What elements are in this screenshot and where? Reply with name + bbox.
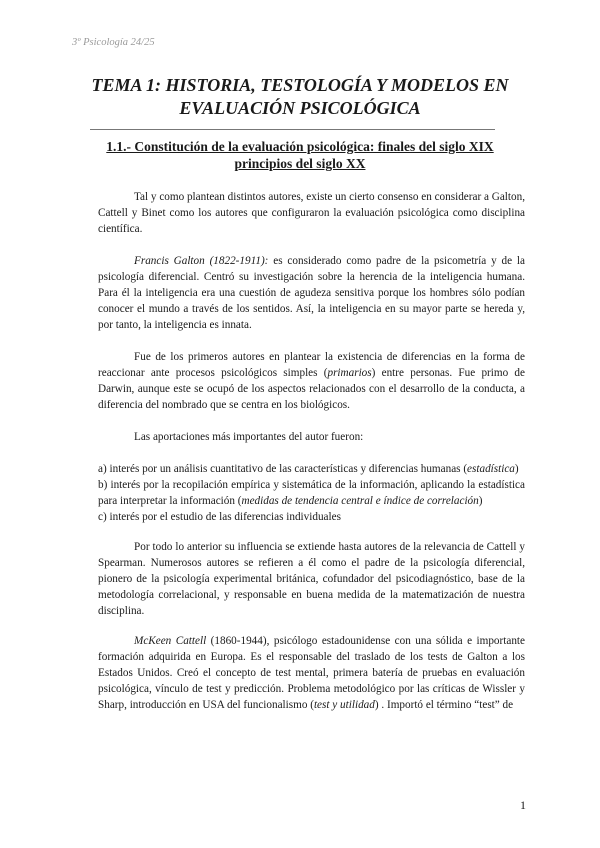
list-item-a-text: a) interés por un análisis cuantitativo de las características y diferencias humanas ( [98,463,468,475]
differences-text-b: ) entre personas. Fue primo de Darwin, aunque este se ocupó de los aspectos relacionados con el desarrollo de la conducta, a diferencia del nombrado que se centra en los biológicos. [98,367,525,411]
page-number: 1 [520,798,526,812]
section-heading-line-2: principios del siglo XX [234,156,366,171]
section-heading [84,138,516,172]
paragraph-galton [98,253,525,333]
differences-text-a: Fue de los primeros autores en plantear la existencia de diferencias en la forma de reaccionar ante procesos psicológicos simples ( [98,351,525,379]
galton-text: es considerado como padre de la psicometría y de la psicología diferencial. Centró su investigación sobre la herencia de la inteligencia humana. Para él la inteligencia era una cuestión de agudeza sensitiva porque los hombres sólo podían conocer el mundo a través de los sentidos. Así, la inteligencia en su mayor parte se hereda y, por tanto, la inteligencia es innata. [98,255,526,331]
paragraph-contributions: Las aportaciones más importantes del autor fueron: [134,431,364,443]
title-line-2: EVALUACIÓN PSICOLÓGICA [179,98,421,118]
list-item-c: c) interés por el estudio de las diferencias individuales [98,511,341,523]
galton-name: Francis Galton (1822-1911): [134,255,269,267]
title-line-1: TEMA 1: HISTORIA, TESTOLOGÍA Y MODELOS EN [91,75,509,95]
title-divider [90,129,495,130]
list-item-a-end: ) [514,463,519,475]
body-text [98,189,525,713]
differences-emphasis: primarios [327,367,372,379]
list-item-b-emphasis: medidas de tendencia central e índice de correlación [241,495,479,507]
list-item-b-text: b) interés por la recopilación empírica y sistemática de la información, aplicando la estadística para interpretar la información ( [98,479,525,507]
cattell-emphasis: test y utilidad [313,699,375,711]
cattell-text: (1860-1944), psicólogo estadounidense con una sólida e importante formación adquirida en Europa. Es el responsable del traslado de los tests de Galton a los Estados Unidos. Creó el concepto de test mental, primera batería de pruebas en evaluación psicológica, vínculo de test y predicción. Problema metodológico por las críticas de Wissler y Sharp, introducción en USA del funcionalismo ( [98,635,525,711]
paragraph-cattell [98,633,525,713]
paragraph-influence: Por todo lo anterior su influencia se extiende hasta autores de la relevancia de Cattell y Spearman. Numerosos autores se refieren a él como el padre de la psicología diferencial, pionero de la psicología experimental británica, cofundador del psicodiagnóstico, base de la metodología correlacional, y responsable en buena medida de la matematización de nuestra disciplina. [98,541,525,617]
cattell-name: McKeen Cattell [134,635,207,647]
section-heading-line-1: 1.1.- Constitución de la evaluación psicológica: finales del siglo XIX [106,139,494,154]
list-item-b [98,477,525,509]
list-item-a [98,461,525,477]
paragraph-intro: Tal y como plantean distintos autores, existe un cierto consenso en considerar a Galton, Cattell y Binet como los autores que configuraron la evaluación psicológica como disciplina científica. [98,191,525,235]
document-title [80,74,520,120]
list-item-b-end: ) [478,495,483,507]
running-header: 3º Psicología 24/25 [72,37,155,48]
list-item-a-emphasis: estadística [467,463,515,475]
cattell-text-end: ) . Importó el término “test” de [374,699,514,711]
paragraph-differences [98,349,525,413]
